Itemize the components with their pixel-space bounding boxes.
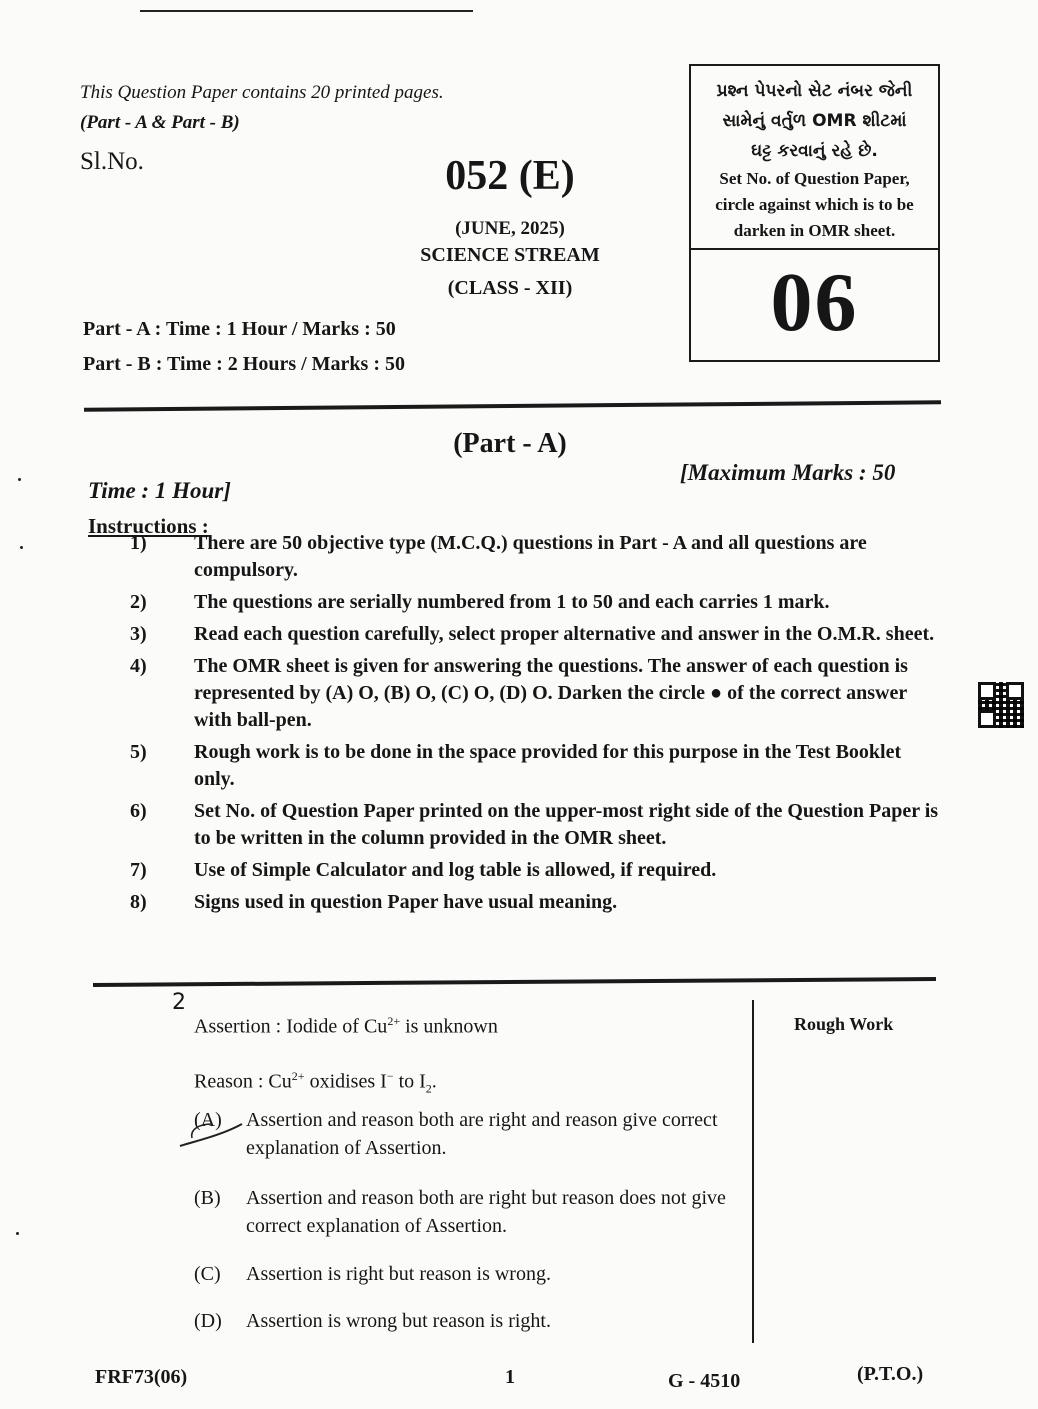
instruction-text: Use of Simple Calculator and log table is allowed, if required. [194,859,717,881]
assertion-suffix: is unknown [400,1015,498,1038]
english-line: Set No. of Question Paper, [719,169,910,188]
instructions-list [130,530,940,921]
set-box-english [691,166,938,244]
gujarati-line: ઘટ્ટ કરવાનું રહે છે. [751,141,878,161]
reason-middle: oxidises I [304,1070,387,1093]
instruction-item [130,798,940,852]
instruction-item [130,621,940,648]
reason-prefix: Reason : Cu [194,1070,292,1093]
instruction-number: 5) [130,741,147,763]
instruction-item [130,530,940,584]
part-a-top-rule [84,400,941,411]
answer-mark-icon [172,1102,252,1152]
instruction-number: 2) [130,591,147,613]
iodide-charge: − [386,1069,394,1083]
instruction-text: There are 50 objective type (M.C.Q.) questions in Part - A and all questions are compulsory. [194,532,867,581]
instruction-text: The OMR sheet is given for answering the questions. The answer of each question is represented by (A) O, (B) O, (C) O, (D) O. Darken the circle ● of the correct answer with ball-pen. [194,655,908,731]
reason-middle-2: to I [393,1070,426,1093]
scan-dot [18,478,21,481]
assertion-prefix: Assertion : Iodide of Cu [194,1015,388,1038]
instructions-heading: Instructions : [88,514,209,538]
serial-number-label: Sl.No. [80,148,144,175]
paper-code: 052 (E) [445,153,575,199]
instruction-text: Rough work is to be done in the space provided for this purpose in the Test Booklet only. [194,741,902,790]
instruction-number: 6) [130,800,147,822]
instruction-item [130,589,940,616]
instruction-text: Signs used in question Paper have usual meaning. [194,891,618,913]
option-label: (A) [194,1109,222,1131]
instruction-number: 1) [130,532,147,554]
reason-superscript: 2+ [291,1069,305,1083]
option-label: (C) [194,1263,221,1285]
option-b[interactable] [194,1184,750,1240]
footer-code: FRF73(06) [95,1366,188,1388]
handwritten-mark: 2 [172,990,186,1015]
option-text: Assertion is wrong but reason is right. [246,1310,551,1332]
set-number-box [689,64,940,362]
question-top-rule [93,977,936,987]
option-label: (D) [194,1310,222,1332]
gujarati-line: સામેનું વર્તુળ OMR શીટમાં [722,111,907,131]
top-rule [140,10,473,12]
option-list [194,1106,750,1335]
option-label: (B) [194,1187,221,1209]
reason-text [194,1063,744,1103]
option-d[interactable] [194,1307,750,1335]
instruction-text: Read each question carefully, select proper alternative and answer in the O.M.R. sheet. [194,623,935,645]
rough-work-divider [752,1000,754,1343]
iodine-subscript: 2 [425,1081,432,1096]
instruction-text: The questions are serially numbered from 1 to 50 and each carries 1 mark. [194,591,830,613]
gujarati-line: પ્રશ્ન પેપરનો સેટ નંબર જેની [716,81,913,101]
instruction-item [130,739,940,793]
option-c[interactable] [194,1260,750,1288]
set-box-gujarati [691,66,938,166]
option-text: Assertion and reason both are right but reason does not give correct explanation of Assertion. [246,1187,726,1237]
class-name: (CLASS - XII) [447,277,573,299]
part-a-time-marks: Part - A : Time : 1 Hour / Marks : 50 [83,318,396,340]
stream-name: SCIENCE STREAM [420,244,600,266]
instruction-item [130,653,940,734]
reason-end: . [431,1070,437,1093]
option-a[interactable] [194,1106,750,1162]
part-a-title: (Part - A) [453,428,567,459]
set-number: 06 [770,256,859,349]
part-a-time: Time : 1 Hour] [88,478,231,503]
assertion-superscript: 2+ [387,1014,401,1028]
qr-code-icon [978,682,1024,728]
parts-note: (Part - A & Part - B) [80,112,240,133]
english-line: darken in OMR sheet. [733,221,896,240]
assertion-text [194,1008,744,1041]
instruction-item [130,857,940,884]
scan-dot [20,546,23,549]
instruction-item [130,889,940,916]
part-a-max-marks: [Maximum Marks : 50 [680,460,896,485]
page-number: 1 [505,1366,515,1388]
instruction-number: 3) [130,623,147,645]
exam-session: (JUNE, 2025) [455,218,565,239]
pto-label: (P.T.O.) [857,1363,924,1385]
instruction-number: 7) [130,859,147,881]
english-line: circle against which is to be [715,195,914,214]
instruction-text: Set No. of Question Paper printed on the upper-most right side of the Question Paper is to be written in the column provided in the OMR sheet. [194,800,939,849]
rough-work-label: Rough Work [794,1014,894,1034]
instruction-number: 8) [130,891,147,913]
option-text: Assertion is right but reason is wrong. [246,1263,551,1285]
instruction-number: 4) [130,655,147,677]
scan-dot [16,1232,19,1235]
pages-note: This Question Paper contains 20 printed pages. [80,82,444,103]
series-code: G - 4510 [668,1370,741,1392]
option-text: Assertion and reason both are right and reason give correct explanation of Assertion. [246,1109,718,1159]
part-b-time-marks: Part - B : Time : 2 Hours / Marks : 50 [83,353,406,375]
